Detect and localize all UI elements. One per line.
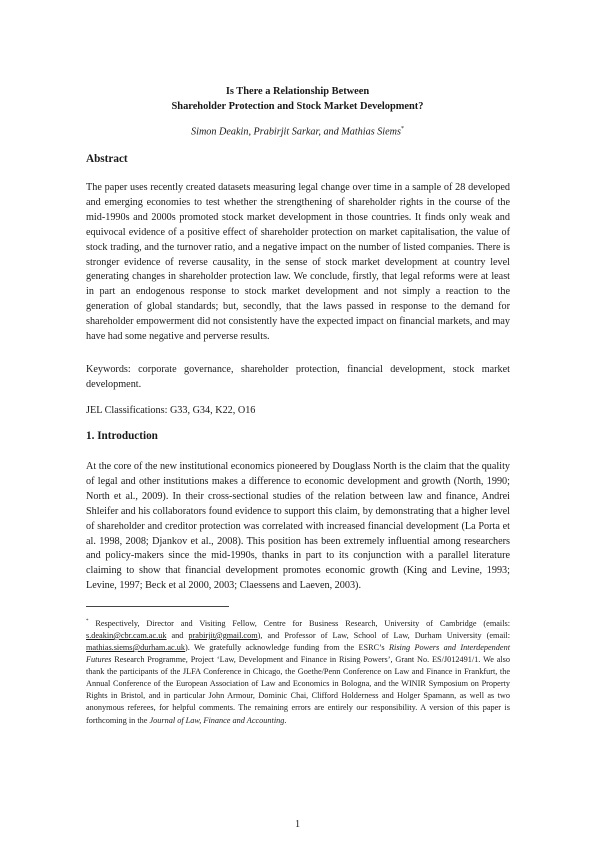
footnote-text-6: . (284, 715, 287, 725)
page-number: 1 (294, 819, 301, 830)
abstract-heading: Abstract (86, 153, 128, 165)
footnote-text-3: ), and Professor of Law, School of Law, Durham University (email: (257, 630, 510, 640)
keywords: Keywords: corporate governance, shareholder protection, financial development, stock market development. (86, 364, 510, 390)
title-line-2: Shareholder Protection and Stock Market Development? (171, 101, 424, 112)
journal-name: Journal of Law, Finance and Accounting (149, 715, 285, 725)
footnote-divider (86, 606, 229, 607)
introduction-heading: 1. Introduction (86, 430, 158, 442)
author-footnote-marker: * (400, 126, 404, 132)
jel-classifications: JEL Classifications: G33, G34, K22, O16 (86, 405, 256, 416)
footnote-marker: * (86, 619, 89, 624)
email-link-sarkar[interactable]: prabirjit@gmail.com (188, 630, 258, 640)
footnote-text-2: and (166, 630, 189, 640)
email-link-deakin[interactable]: s.deakin@cbr.cam.ac.uk (86, 630, 167, 640)
author-line (0, 126, 595, 137)
title-line-1: Is There a Relationship Between (225, 86, 370, 97)
paper-title (0, 84, 595, 114)
footnote-text-1: Respectively, Director and Visiting Fellow, Centre for Business Research, University of Cambridge (emails: (88, 618, 510, 628)
footnote (86, 616, 510, 727)
email-link-siems[interactable]: mathias.siems@durham.ac.uk (86, 642, 186, 652)
introduction-text: At the core of the new institutional economics pioneered by Douglass North is the claim that the quality of legal and other institutions makes a difference to economic development and growth (North, 1990; North et al., 2009). In their cross-sectional studies of the relation between law and finance, Andrei Shleifer and his collaborators found evidence to support this claim, by demonstrating that a higher level of shareholder and creditor protection was correlated with increased financial development (La Porta et al. 1998, 2008; Djankov et al., 2008). This position has been extremely influential among researchers and policy-makers since the mid-1990s, thanks in part to its conjunction with a parallel literature claiming to show that financial development promotes economic growth (King and Levine, 1993; Levine, 1997; Beck et al 2000, 2003; Claessens and Laeven, 2003). (86, 461, 510, 592)
author-names: Simon Deakin, Prabirjit Sarkar, and Mathias Siems (191, 126, 401, 138)
footnote-text-4: ). We gratefully acknowledge funding from the ESRC’s (185, 642, 390, 652)
abstract-text: The paper uses recently created datasets measuring legal change over time in a sample of 28 developed and emerging economies to test whether the strengthening of shareholder rights in the course of the mid-1990s and 2000s promoted stock market development in those countries. It finds only weak and equivocal evidence of a positive effect of shareholder protection on market capitalisation, the value of stock trading, and the turnover ratio, and a negative impact on the number of listed companies. There is stronger evidence of reverse causality, in the sense of stock market development at country level generating changes in shareholder protection law. We conclude, firstly, that legal reforms were at least in part an endogenous response to stock market development and not simply a reaction to the generation of global standards; but, secondly, that the laws passed in response to the demand for shareholder empowerment did not consistently have the expected impact on financial markets, and may have had some negative and perverse results. (86, 182, 510, 343)
footnote-text-5: Research Programme, Project ‘Law, Development and Finance in Rising Powers’, Grant No. ES/J012491/1. We also thank the participants of the JLFA Conference in Chicago, the Goethe/Penn Conference on Law and Finance in Frankfurt, the Annual Conference of the European Association of Law and Economics in Bologna, and the WINIR Symposium on Property Rights in Bristol, and in particular John Armour, Dominic Chai, Clifford Holderness and Holger Spamann, as well as two anonymous referees, for helpful comments. The remaining errors are entirely our responsibility. A version of this paper is forthcoming in the (86, 655, 510, 725)
programme-name: Rising Powers and Interdependent Futures (86, 642, 510, 665)
